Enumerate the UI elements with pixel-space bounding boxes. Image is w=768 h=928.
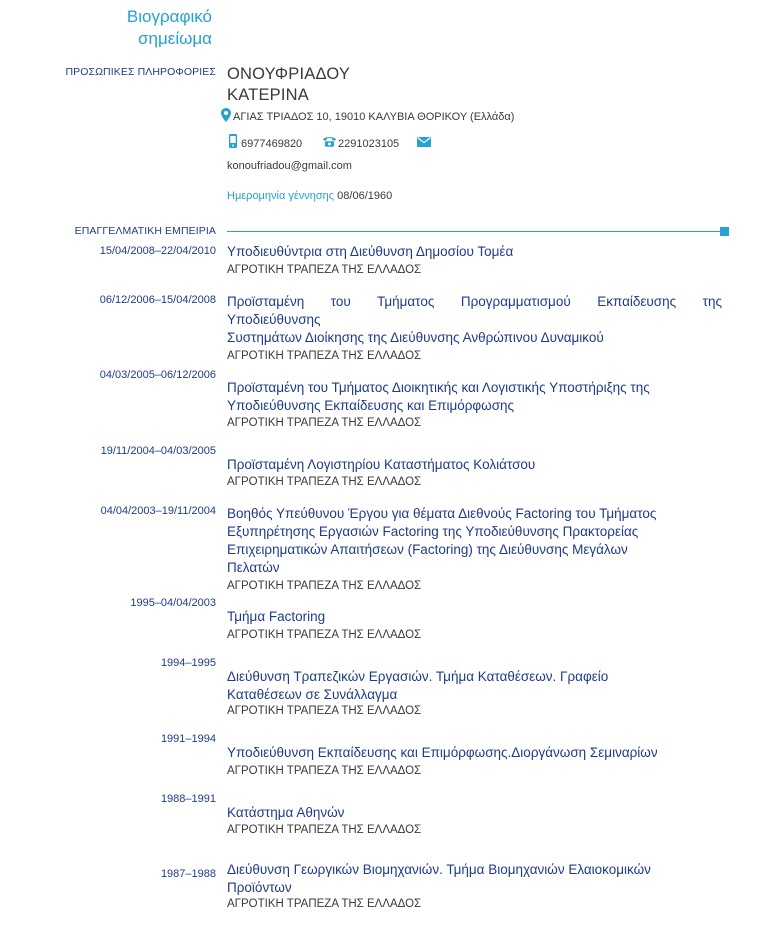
experience-dates: 1995–04/04/2003 [130, 597, 216, 609]
position-line: Υποδιεύθυνση Εκπαίδευσης και Επιμόρφωσης.Διοργάνωση Σεμιναρίων [227, 745, 658, 760]
birth-date-label: Ημερομηνία γέννησης [227, 190, 335, 202]
location-icon [221, 108, 231, 122]
experience-position [227, 861, 722, 897]
personal-info-label: ΠΡΟΣΩΠΙΚΕΣ ΠΛΗΡΟΦΟΡΙΕΣ [65, 66, 216, 78]
position-line: Προϊσταμένη Λογιστηρίου Καταστήματος Κολιάτσου [227, 457, 536, 472]
experience-employer: ΑΓΡΟΤΙΚΗ ΤΡΑΠΕΖΑ ΤΗΣ ΕΛΛΑΔΟΣ [227, 898, 422, 910]
position-line: Διεύθυνση Γεωργικών Βιομηχανιών. Τμήμα Βιομηχανιών Ελαιοκομικών [227, 862, 651, 877]
experience-label: ΕΠΑΓΓΕΛΜΑΤΙΚΗ ΕΜΠΕΙΡΙΑ [74, 225, 216, 237]
experience-dates: 1994–1995 [160, 657, 216, 669]
birth-date-value: 08/06/1960 [337, 190, 393, 202]
experience-employer: ΑΓΡΟΤΙΚΗ ΤΡΑΠΕΖΑ ΤΗΣ ΕΛΛΑΔΟΣ [227, 264, 422, 276]
experience-employer: ΑΓΡΟΤΙΚΗ ΤΡΑΠΕΖΑ ΤΗΣ ΕΛΛΑΔΟΣ [227, 705, 422, 717]
experience-position [227, 379, 722, 415]
mobile-number[interactable]: 6977469820 [241, 138, 303, 150]
telephone-icon [322, 136, 337, 147]
email-address[interactable]: konoufriadou@gmail.com [227, 160, 352, 172]
experience-dates: 1988–1991 [160, 793, 216, 805]
position-line: Κατάστημα Αθηνών [227, 805, 345, 820]
experience-dates: 1991–1994 [160, 733, 216, 745]
experience-position [227, 608, 722, 626]
experience-employer: ΑΓΡΟΤΙΚΗ ΤΡΑΠΕΖΑ ΤΗΣ ΕΛΛΑΔΟΣ [227, 824, 422, 836]
position-line: Διεύθυνση Τραπεζικών Εργασιών. Τμήμα Καταθέσεων. Γραφείο [227, 669, 609, 684]
position-line: Επιχειρηματικών Απαιτήσεων (Factoring) της Διεύθυνσης Μεγάλων [227, 542, 628, 557]
position-line: Υποδιεύθυνσης [227, 312, 321, 327]
person-name [227, 64, 350, 106]
position-line: Προϊσταμένη του Τμήματος Διοικητικής και Λογιστικής Υποστήριξης της [227, 380, 650, 395]
section-divider [227, 231, 721, 232]
experience-employer: ΑΓΡΟΤΙΚΗ ΤΡΑΠΕΖΑ ΤΗΣ ΕΛΛΑΔΟΣ [227, 765, 422, 777]
document-title-line-1: Βιογραφικό [126, 7, 212, 26]
experience-dates: 04/04/2003–19/11/2004 [100, 505, 216, 517]
position-line: Προϊόντων [227, 880, 292, 895]
position-line: Υποδιευθύντρια στη Διεύθυνση Δημοσίου Τομέα [227, 244, 514, 259]
birth-info [227, 190, 392, 202]
document-title [60, 6, 212, 50]
document-title-line-2: σημείωμα [138, 29, 212, 48]
experience-employer: ΑΓΡΟΤΙΚΗ ΤΡΑΠΕΖΑ ΤΗΣ ΕΛΛΑΔΟΣ [227, 350, 422, 362]
experience-dates: 06/12/2006–15/04/2008 [99, 294, 216, 306]
section-divider-marker [720, 227, 729, 236]
position-line: Βοηθός Υπεύθυνου Έργου για θέματα Διεθνούς Factoring του Τμήματος [227, 506, 657, 521]
experience-employer: ΑΓΡΟΤΙΚΗ ΤΡΑΠΕΖΑ ΤΗΣ ΕΛΛΑΔΟΣ [227, 629, 422, 641]
experience-position [227, 293, 722, 347]
position-line: Καταθέσεων σε Συνάλλαγμα [227, 687, 398, 702]
position-line: Προϊσταμένη του Τμήματος Προγραμματισμού Εκπαίδευσης της [227, 294, 722, 309]
address: ΑΓΙΑΣ ΤΡΙΑΔΟΣ 10, 19010 ΚΑΛΥΒΙΑ ΘΟΡΙΚΟΥ (Ελλάδα) [233, 111, 515, 123]
experience-dates: 15/04/2008–22/04/2010 [99, 245, 216, 257]
position-line: Υποδιεύθυνσης Εκπαίδευσης και Επιμόρφωσης [227, 398, 515, 413]
experience-dates: 1987–1988 [160, 868, 216, 880]
experience-position [227, 505, 722, 577]
experience-employer: ΑΓΡΟΤΙΚΗ ΤΡΑΠΕΖΑ ΤΗΣ ΕΛΛΑΔΟΣ [227, 476, 422, 488]
email-icon[interactable] [417, 137, 431, 147]
experience-employer: ΑΓΡΟΤΙΚΗ ΤΡΑΠΕΖΑ ΤΗΣ ΕΛΛΑΔΟΣ [227, 417, 422, 429]
experience-position [227, 744, 722, 762]
position-line: Πελατών [227, 560, 280, 575]
position-line: Συστημάτων Διοίκησης της Διεύθυνσης Ανθρώπινου Δυναμικού [227, 330, 604, 345]
experience-position [227, 804, 722, 822]
experience-position [227, 456, 722, 474]
person-first-name: ΚΑΤΕΡΙΝΑ [227, 86, 309, 104]
experience-dates: 19/11/2004–04/03/2005 [100, 445, 216, 457]
position-line: Εξυπηρέτησης Εργασιών Factoring της Υποδιεύθυνσης Πρακτορείας [227, 524, 639, 539]
experience-position [227, 668, 722, 704]
mobile-phone-icon [229, 134, 237, 148]
position-line: Τμήμα Factoring [227, 609, 326, 624]
person-surname: ΟΝΟΥΦΡΙΑΔΟΥ [227, 65, 351, 83]
telephone-number[interactable]: 2291023105 [338, 138, 400, 150]
experience-employer: ΑΓΡΟΤΙΚΗ ΤΡΑΠΕΖΑ ΤΗΣ ΕΛΛΑΔΟΣ [227, 580, 422, 592]
experience-position [227, 243, 722, 261]
experience-dates: 04/03/2005–06/12/2006 [99, 369, 216, 381]
